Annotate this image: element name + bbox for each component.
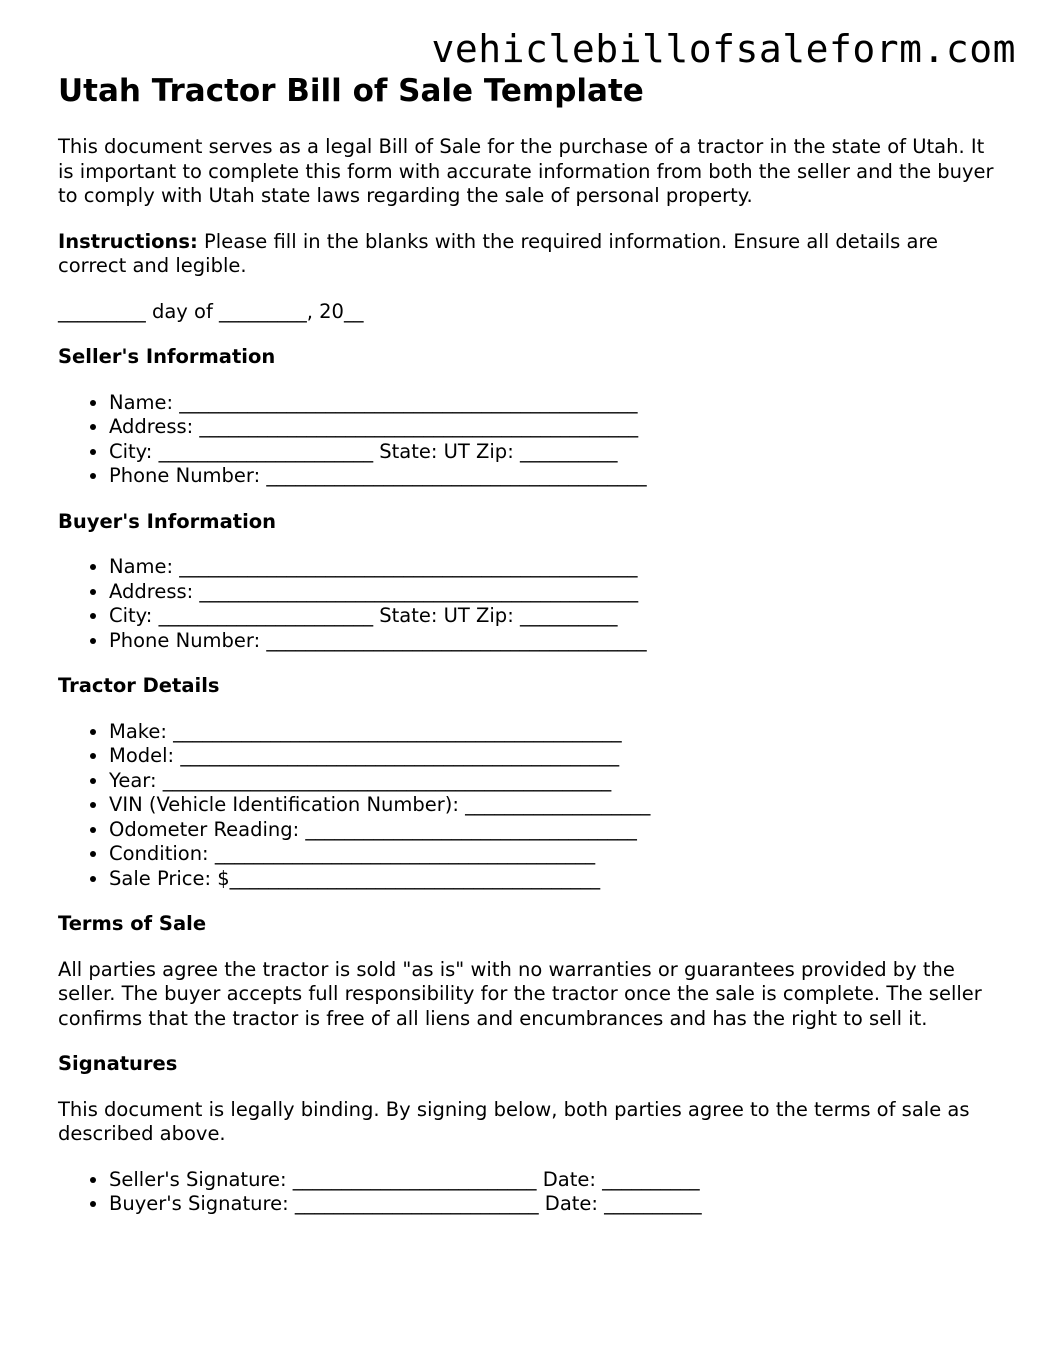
- terms-paragraph: All parties agree the tractor is sold "as is" with no warranties or guarantees provided by the seller. The buyer accepts full responsibility for the tractor once the sale is complete. The seller confirms that the tractor is free of all liens and encumbrances and has the right to sell it.: [58, 957, 982, 1030]
- buyer-address-field: • Address: _____________________________________________: [109, 580, 998, 605]
- instructions-text: Please fill in the blanks with the required information. Ensure all details are correct and legible.: [58, 229, 939, 277]
- signatures-paragraph: This document is legally binding. By signing below, both parties agree to the terms of sale as described above.: [58, 1097, 970, 1145]
- tractor-vin-field: • VIN (Vehicle Identification Number): ___________________: [109, 793, 998, 818]
- tractor-fields: [58, 720, 998, 892]
- buyer-signature-field: • Buyer's Signature: _________________________ Date: __________: [109, 1192, 998, 1217]
- seller-phone-field: • Phone Number: _______________________________________: [109, 464, 998, 489]
- buyer-fields: [58, 555, 998, 653]
- tractor-condition-field: • Condition: _______________________________________: [109, 842, 998, 867]
- tractor-make-field: • Make: ______________________________________________: [109, 720, 998, 745]
- signatures-heading: Signatures: [58, 1052, 178, 1075]
- buyer-city-state-zip-field: • City: ______________________ State: UT Zip: __________: [109, 604, 998, 629]
- seller-fields: [58, 391, 998, 489]
- terms-heading: Terms of Sale: [58, 912, 207, 935]
- seller-name-field: • Name: _______________________________________________: [109, 391, 998, 416]
- intro-paragraph: This document serves as a legal Bill of Sale for the purchase of a tractor in the state of Utah. It is important to complete this form with accurate information from both the seller and the buyer to comply with Utah state laws regarding the sale of personal property.: [58, 135, 994, 207]
- seller-heading: Seller's Information: [58, 345, 276, 368]
- tractor-odometer-field: • Odometer Reading: __________________________________: [109, 818, 998, 843]
- buyer-heading: Buyer's Information: [58, 509, 277, 533]
- date-line: _________ day of _________, 20__: [58, 299, 364, 323]
- tractor-model-field: • Model: _____________________________________________: [109, 744, 998, 769]
- instructions-label: Instructions:: [58, 229, 198, 253]
- buyer-phone-field: • Phone Number: _______________________________________: [109, 629, 998, 654]
- buyer-name-field: • Name: _______________________________________________: [109, 555, 998, 580]
- tractor-year-field: • Year: ______________________________________________: [109, 769, 998, 794]
- document-body: [58, 72, 998, 1217]
- signature-fields: [58, 1168, 998, 1217]
- seller-signature-field: • Seller's Signature: _________________________ Date: __________: [109, 1168, 998, 1193]
- instructions-paragraph: [58, 230, 998, 279]
- page-title: Utah Tractor Bill of Sale Template: [58, 73, 644, 109]
- seller-address-field: • Address: _____________________________________________: [109, 415, 998, 440]
- seller-city-state-zip-field: • City: ______________________ State: UT Zip: __________: [109, 440, 998, 465]
- tractor-heading: Tractor Details: [58, 674, 220, 697]
- tractor-sale-price-field: • Sale Price: $______________________________________: [109, 867, 998, 892]
- site-watermark: vehiclebillofsaleform.com: [431, 27, 1016, 71]
